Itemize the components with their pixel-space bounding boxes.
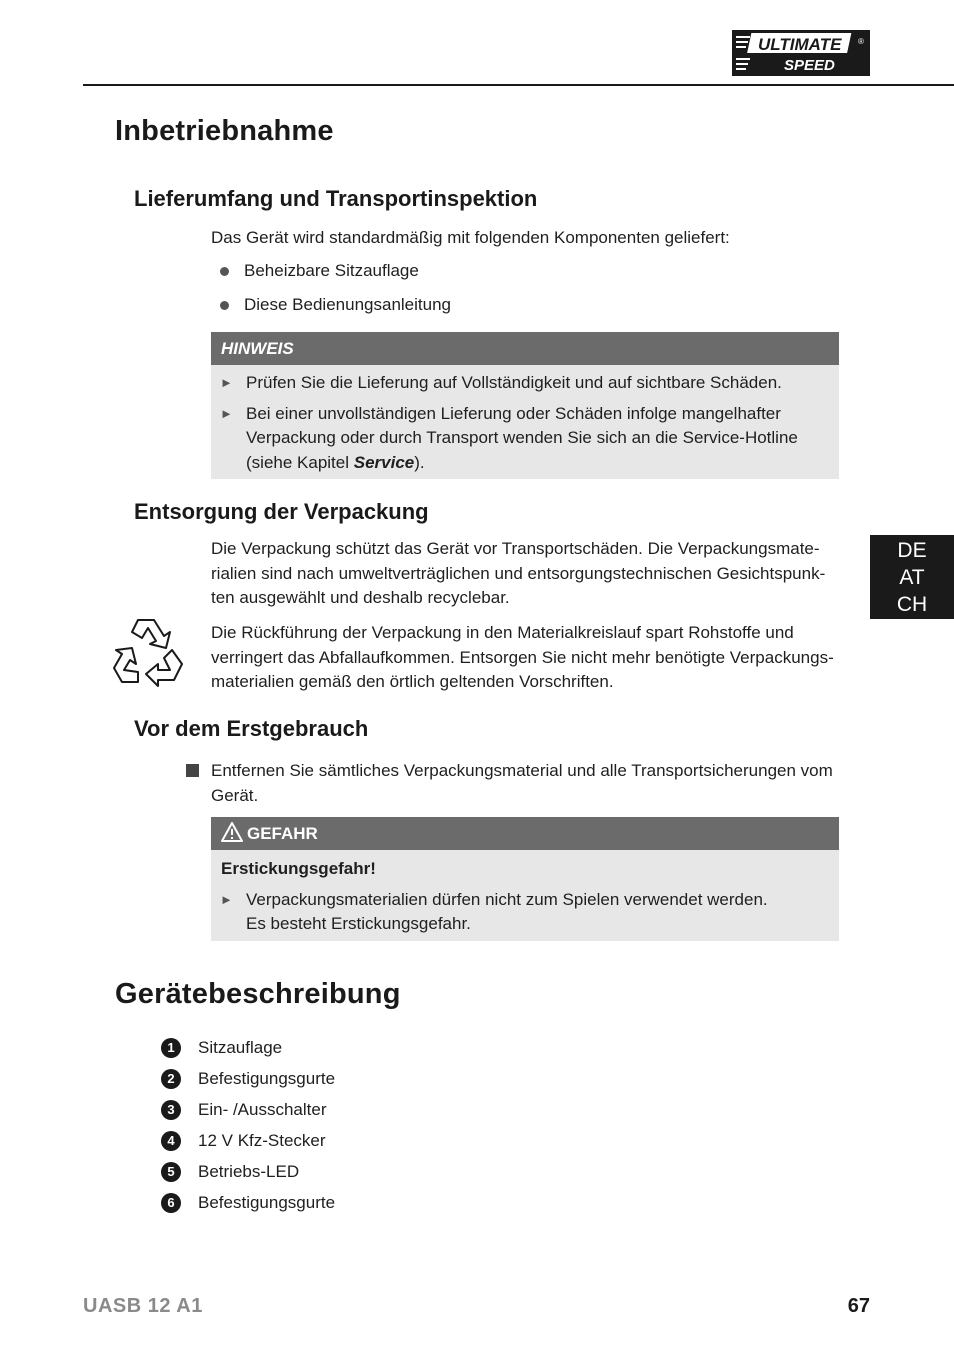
erstgebrauch-item-line1: Entfernen Sie sämtliches Verpackungsmaterial und alle Transportsicherungen vom <box>211 761 833 780</box>
part-label: 12 V Kfz-Stecker <box>198 1131 326 1150</box>
gefahr-subtitle: Erstickungsgefahr! <box>221 859 376 878</box>
section-title-geraetebeschreibung: Gerätebeschreibung <box>115 978 401 1010</box>
language-tab <box>870 535 954 619</box>
subsection-title-erstgebrauch: Vor dem Erstgebrauch <box>134 716 369 741</box>
entsorgung-para1-line1: Die Verpackung schützt das Gerät vor Transportschäden. Die Verpackungsmate- <box>211 539 820 558</box>
number-badge: 6 <box>161 1193 181 1213</box>
recycling-icon <box>108 614 190 690</box>
bullet-dot <box>220 267 229 276</box>
erstgebrauch-item-line2: Gerät. <box>211 786 259 805</box>
logo-text-1: ULTIMATE <box>758 35 842 54</box>
number-badge: 5 <box>161 1162 181 1182</box>
entsorgung-para1-line3: ten ausgewählt und deshalb recyclebar. <box>211 588 510 607</box>
gefahr-title: GEFAHR <box>247 824 318 843</box>
list-item: Beheizbare Sitzauflage <box>244 261 419 280</box>
subsection-title-lieferumfang: Lieferumfang und Transportinspektion <box>134 186 538 211</box>
bullet-dot <box>220 301 229 310</box>
hinweis-item-2-line-1: Bei einer unvollständigen Lieferung oder Schäden infolge mangelhafter <box>246 404 781 423</box>
page-number: 67 <box>847 1295 870 1317</box>
hinweis-item-1: Prüfen Sie die Lieferung auf Vollständigkeit und auf sichtbare Schäden. <box>246 373 782 392</box>
lang-de: DE <box>897 539 927 562</box>
hinweis-item-2-line-2: Verpackung oder durch Transport wenden Sie sich an die Service-Hotline <box>246 428 798 447</box>
section-title-inbetriebnahme: Inbetriebnahme <box>115 115 334 147</box>
brand-logo <box>732 30 870 76</box>
entsorgung-para2-line1: Die Rückführung der Verpackung in den Materialkreislauf spart Rohstoffe und <box>211 623 794 642</box>
lang-ch: CH <box>896 593 928 616</box>
part-label: Befestigungsgurte <box>198 1069 336 1088</box>
header-rule <box>83 84 954 86</box>
arrow-icon: ► <box>220 375 233 390</box>
footer-model-number: UASB 12 A1 <box>83 1295 203 1317</box>
hinweis-item-2-line-3: (siehe Kapitel Service). <box>246 453 425 472</box>
gefahr-item-line2: Es besteht Erstickungsgefahr. <box>246 914 471 933</box>
hinweis-title: HINWEIS <box>211 332 839 365</box>
number-badge: 2 <box>161 1069 181 1089</box>
number-badge: 4 <box>161 1131 181 1151</box>
list-item: Diese Bedienungsanleitung <box>244 295 451 314</box>
service-reference: Service <box>353 453 415 472</box>
gefahr-item-line1: Verpackungsmaterialien dürfen nicht zum Spielen verwendet werden. <box>246 890 768 909</box>
square-bullet <box>186 764 199 777</box>
arrow-icon: ► <box>220 406 233 421</box>
lang-at: AT <box>899 566 925 589</box>
entsorgung-para1-line2: rialien sind nach umweltverträglichen und entsorgungstechnischen Gesichtspunk- <box>211 564 826 583</box>
svg-text:®: ® <box>858 37 864 46</box>
warning-icon <box>221 820 243 853</box>
logo-text-2: SPEED <box>784 57 835 74</box>
entsorgung-para2-line3: materialien gemäß den örtlich geltenden Vorschriften. <box>211 672 614 691</box>
number-badge: 1 <box>161 1038 181 1058</box>
number-badge: 3 <box>161 1100 181 1120</box>
arrow-icon: ► <box>220 892 233 907</box>
entsorgung-para2-line2: verringert das Abfallaufkommen. Entsorgen Sie nicht mehr benötigte Verpackungs- <box>211 648 834 667</box>
lieferumfang-intro: Das Gerät wird standardmäßig mit folgenden Komponenten geliefert: <box>211 228 730 247</box>
part-label: Betriebs-LED <box>198 1162 300 1181</box>
part-label: Sitzauflage <box>198 1038 283 1057</box>
subsection-title-entsorgung: Entsorgung der Verpackung <box>134 499 429 524</box>
part-label: Befestigungsgurte <box>198 1193 336 1212</box>
part-label: Ein- /Ausschalter <box>198 1100 327 1119</box>
